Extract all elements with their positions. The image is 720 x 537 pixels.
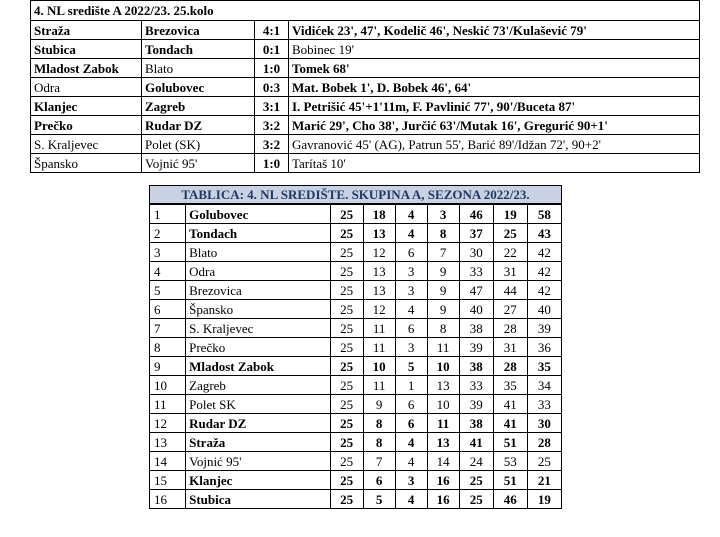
goals-against-cell: 31 bbox=[493, 338, 527, 357]
points-cell: 30 bbox=[527, 414, 561, 433]
standings-row bbox=[150, 433, 562, 452]
standings-row bbox=[150, 281, 562, 300]
played-cell: 25 bbox=[330, 433, 363, 452]
goals-for-cell: 41 bbox=[459, 433, 493, 452]
match-home-team: Špansko bbox=[31, 154, 142, 173]
wins-cell: 11 bbox=[363, 319, 395, 338]
standings-row bbox=[150, 452, 562, 471]
losses-cell: 10 bbox=[427, 357, 459, 376]
match-score: 4:1 bbox=[255, 21, 289, 40]
goals-against-cell: 28 bbox=[493, 357, 527, 376]
rank-cell: 1 bbox=[150, 204, 186, 224]
goals-for-cell: 30 bbox=[459, 243, 493, 262]
rank-cell: 16 bbox=[150, 490, 186, 509]
match-away-team: Golubovec bbox=[142, 78, 255, 97]
goals-against-cell: 22 bbox=[493, 243, 527, 262]
match-away-team: Vojnić 95' bbox=[142, 154, 255, 173]
goals-for-cell: 25 bbox=[459, 490, 493, 509]
draws-cell: 4 bbox=[395, 490, 427, 509]
draws-cell: 5 bbox=[395, 357, 427, 376]
draws-cell: 4 bbox=[395, 300, 427, 319]
match-score: 1:0 bbox=[255, 59, 289, 78]
goals-for-cell: 24 bbox=[459, 452, 493, 471]
played-cell: 25 bbox=[330, 414, 363, 433]
played-cell: 25 bbox=[330, 243, 363, 262]
team-name: Golubovec bbox=[186, 204, 331, 224]
team-name: Klanjec bbox=[186, 471, 331, 490]
match-row bbox=[31, 97, 700, 116]
rank-cell: 3 bbox=[150, 243, 186, 262]
team-name: Brezovica bbox=[186, 281, 331, 300]
draws-cell: 3 bbox=[395, 471, 427, 490]
team-name: Špansko bbox=[186, 300, 331, 319]
draws-cell: 4 bbox=[395, 224, 427, 243]
wins-cell: 13 bbox=[363, 262, 395, 281]
goals-against-cell: 25 bbox=[493, 224, 527, 243]
draws-cell: 4 bbox=[395, 433, 427, 452]
wins-cell: 10 bbox=[363, 357, 395, 376]
standings-row bbox=[150, 224, 562, 243]
goals-against-cell: 41 bbox=[493, 414, 527, 433]
played-cell: 25 bbox=[330, 395, 363, 414]
draws-cell: 6 bbox=[395, 319, 427, 338]
rank-cell: 4 bbox=[150, 262, 186, 281]
wins-cell: 8 bbox=[363, 414, 395, 433]
match-score: 1:0 bbox=[255, 154, 289, 173]
played-cell: 25 bbox=[330, 376, 363, 395]
match-row bbox=[31, 78, 700, 97]
played-cell: 25 bbox=[330, 204, 363, 224]
rank-cell: 6 bbox=[150, 300, 186, 319]
wins-cell: 11 bbox=[363, 376, 395, 395]
standings-row bbox=[150, 262, 562, 281]
match-home-team: Stubica bbox=[31, 40, 142, 59]
team-name: Blato bbox=[186, 243, 331, 262]
match-scorers: Vidićek 23', 47', Kodelič 46', Neskić 73'/Kulašević 79' bbox=[289, 21, 700, 40]
goals-against-cell: 31 bbox=[493, 262, 527, 281]
draws-cell: 3 bbox=[395, 281, 427, 300]
points-cell: 34 bbox=[527, 376, 561, 395]
losses-cell: 9 bbox=[427, 262, 459, 281]
rank-cell: 15 bbox=[150, 471, 186, 490]
match-row bbox=[31, 40, 700, 59]
team-name: Rudar DZ bbox=[186, 414, 331, 433]
goals-against-cell: 27 bbox=[493, 300, 527, 319]
match-home-team: Odra bbox=[31, 78, 142, 97]
goals-for-cell: 47 bbox=[459, 281, 493, 300]
losses-cell: 8 bbox=[427, 319, 459, 338]
played-cell: 25 bbox=[330, 490, 363, 509]
goals-for-cell: 38 bbox=[459, 357, 493, 376]
goals-against-cell: 53 bbox=[493, 452, 527, 471]
standings-row bbox=[150, 395, 562, 414]
match-scorers: Tarítaš 10' bbox=[289, 154, 700, 173]
match-away-team: Tondach bbox=[142, 40, 255, 59]
goals-against-cell: 41 bbox=[493, 395, 527, 414]
team-name: Vojnić 95' bbox=[186, 452, 331, 471]
results-table bbox=[30, 0, 700, 173]
wins-cell: 12 bbox=[363, 243, 395, 262]
match-row bbox=[31, 116, 700, 135]
standings-title-row bbox=[150, 186, 562, 205]
points-cell: 21 bbox=[527, 471, 561, 490]
losses-cell: 9 bbox=[427, 300, 459, 319]
team-name: Prečko bbox=[186, 338, 331, 357]
points-cell: 58 bbox=[527, 204, 561, 224]
match-home-team: Klanjec bbox=[31, 97, 142, 116]
losses-cell: 11 bbox=[427, 338, 459, 357]
standings-row bbox=[150, 300, 562, 319]
losses-cell: 13 bbox=[427, 433, 459, 452]
match-score: 3:2 bbox=[255, 135, 289, 154]
played-cell: 25 bbox=[330, 357, 363, 376]
draws-cell: 4 bbox=[395, 452, 427, 471]
goals-against-cell: 51 bbox=[493, 471, 527, 490]
team-name: Straža bbox=[186, 433, 331, 452]
goals-against-cell: 19 bbox=[493, 204, 527, 224]
played-cell: 25 bbox=[330, 300, 363, 319]
losses-cell: 16 bbox=[427, 490, 459, 509]
goals-for-cell: 38 bbox=[459, 319, 493, 338]
points-cell: 42 bbox=[527, 243, 561, 262]
goals-for-cell: 39 bbox=[459, 395, 493, 414]
rank-cell: 2 bbox=[150, 224, 186, 243]
points-cell: 36 bbox=[527, 338, 561, 357]
goals-for-cell: 46 bbox=[459, 204, 493, 224]
goals-for-cell: 40 bbox=[459, 300, 493, 319]
results-header-row bbox=[31, 1, 700, 21]
standings-row bbox=[150, 204, 562, 224]
rank-cell: 12 bbox=[150, 414, 186, 433]
rank-cell: 14 bbox=[150, 452, 186, 471]
points-cell: 25 bbox=[527, 452, 561, 471]
match-away-team: Blato bbox=[142, 59, 255, 78]
wins-cell: 5 bbox=[363, 490, 395, 509]
points-cell: 35 bbox=[527, 357, 561, 376]
standings-table bbox=[149, 185, 562, 509]
standings-row bbox=[150, 471, 562, 490]
points-cell: 42 bbox=[527, 262, 561, 281]
match-scorers: Gavranović 45' (AG), Patrun 55', Barić 89'/Idžan 72', 90+2' bbox=[289, 135, 700, 154]
wins-cell: 18 bbox=[363, 204, 395, 224]
losses-cell: 13 bbox=[427, 376, 459, 395]
standings-row bbox=[150, 243, 562, 262]
goals-against-cell: 35 bbox=[493, 376, 527, 395]
match-home-team: Prečko bbox=[31, 116, 142, 135]
points-cell: 40 bbox=[527, 300, 561, 319]
points-cell: 28 bbox=[527, 433, 561, 452]
match-score: 0:3 bbox=[255, 78, 289, 97]
wins-cell: 12 bbox=[363, 300, 395, 319]
played-cell: 25 bbox=[330, 338, 363, 357]
losses-cell: 11 bbox=[427, 414, 459, 433]
draws-cell: 4 bbox=[395, 204, 427, 224]
wins-cell: 8 bbox=[363, 433, 395, 452]
draws-cell: 6 bbox=[395, 395, 427, 414]
losses-cell: 3 bbox=[427, 204, 459, 224]
draws-cell: 3 bbox=[395, 338, 427, 357]
draws-cell: 1 bbox=[395, 376, 427, 395]
losses-cell: 9 bbox=[427, 281, 459, 300]
standings-row bbox=[150, 319, 562, 338]
match-home-team: S. Kraljevec bbox=[31, 135, 142, 154]
rank-cell: 8 bbox=[150, 338, 186, 357]
losses-cell: 8 bbox=[427, 224, 459, 243]
match-home-team: Mladost Zabok bbox=[31, 59, 142, 78]
match-away-team: Polet (SK) bbox=[142, 135, 255, 154]
points-cell: 33 bbox=[527, 395, 561, 414]
rank-cell: 13 bbox=[150, 433, 186, 452]
goals-against-cell: 46 bbox=[493, 490, 527, 509]
match-score: 3:2 bbox=[255, 116, 289, 135]
played-cell: 25 bbox=[330, 319, 363, 338]
played-cell: 25 bbox=[330, 281, 363, 300]
match-away-team: Rudar DZ bbox=[142, 116, 255, 135]
match-row bbox=[31, 59, 700, 78]
team-name: Odra bbox=[186, 262, 331, 281]
match-row bbox=[31, 154, 700, 173]
wins-cell: 13 bbox=[363, 281, 395, 300]
team-name: Mladost Zabok bbox=[186, 357, 331, 376]
played-cell: 25 bbox=[330, 471, 363, 490]
match-score: 3:1 bbox=[255, 97, 289, 116]
match-away-team: Brezovica bbox=[142, 21, 255, 40]
wins-cell: 6 bbox=[363, 471, 395, 490]
goals-for-cell: 25 bbox=[459, 471, 493, 490]
goals-against-cell: 51 bbox=[493, 433, 527, 452]
played-cell: 25 bbox=[330, 224, 363, 243]
draws-cell: 6 bbox=[395, 414, 427, 433]
standings-title: TABLICA: 4. NL SREDIŠTE. SKUPINA A, SEZONA 2022/23. bbox=[150, 186, 562, 205]
rank-cell: 9 bbox=[150, 357, 186, 376]
team-name: Zagreb bbox=[186, 376, 331, 395]
losses-cell: 16 bbox=[427, 471, 459, 490]
team-name: Stubica bbox=[186, 490, 331, 509]
played-cell: 25 bbox=[330, 452, 363, 471]
team-name: Polet SK bbox=[186, 395, 331, 414]
goals-for-cell: 33 bbox=[459, 262, 493, 281]
draws-cell: 6 bbox=[395, 243, 427, 262]
rank-cell: 10 bbox=[150, 376, 186, 395]
points-cell: 42 bbox=[527, 281, 561, 300]
points-cell: 19 bbox=[527, 490, 561, 509]
played-cell: 25 bbox=[330, 262, 363, 281]
wins-cell: 7 bbox=[363, 452, 395, 471]
results-header: 4. NL središte A 2022/23. 25.kolo bbox=[31, 1, 700, 21]
match-away-team: Zagreb bbox=[142, 97, 255, 116]
match-scorers: Tomek 68' bbox=[289, 59, 700, 78]
standings-row bbox=[150, 490, 562, 509]
match-scorers: Bobinec 19' bbox=[289, 40, 700, 59]
match-scorers: I. Petrišić 45'+1'11m, F. Pavlinić 77', 90'/Buceta 87' bbox=[289, 97, 700, 116]
losses-cell: 10 bbox=[427, 395, 459, 414]
standings-row bbox=[150, 338, 562, 357]
points-cell: 39 bbox=[527, 319, 561, 338]
goals-against-cell: 44 bbox=[493, 281, 527, 300]
match-scorers: Marić 29', Cho 38', Jurčić 63'/Mutak 16', Gregurić 90+1' bbox=[289, 116, 700, 135]
rank-cell: 11 bbox=[150, 395, 186, 414]
goals-for-cell: 38 bbox=[459, 414, 493, 433]
goals-for-cell: 39 bbox=[459, 338, 493, 357]
team-name: Tondach bbox=[186, 224, 331, 243]
losses-cell: 14 bbox=[427, 452, 459, 471]
match-row bbox=[31, 135, 700, 154]
rank-cell: 7 bbox=[150, 319, 186, 338]
standings-row bbox=[150, 376, 562, 395]
losses-cell: 7 bbox=[427, 243, 459, 262]
points-cell: 43 bbox=[527, 224, 561, 243]
standings-row bbox=[150, 357, 562, 376]
goals-for-cell: 37 bbox=[459, 224, 493, 243]
match-score: 0:1 bbox=[255, 40, 289, 59]
wins-cell: 9 bbox=[363, 395, 395, 414]
draws-cell: 3 bbox=[395, 262, 427, 281]
match-scorers: Mat. Bobek 1', D. Bobek 46', 64' bbox=[289, 78, 700, 97]
rank-cell: 5 bbox=[150, 281, 186, 300]
match-home-team: Straža bbox=[31, 21, 142, 40]
team-name: S. Kraljevec bbox=[186, 319, 331, 338]
wins-cell: 11 bbox=[363, 338, 395, 357]
wins-cell: 13 bbox=[363, 224, 395, 243]
goals-against-cell: 28 bbox=[493, 319, 527, 338]
goals-for-cell: 33 bbox=[459, 376, 493, 395]
standings-row bbox=[150, 414, 562, 433]
match-row bbox=[31, 21, 700, 40]
